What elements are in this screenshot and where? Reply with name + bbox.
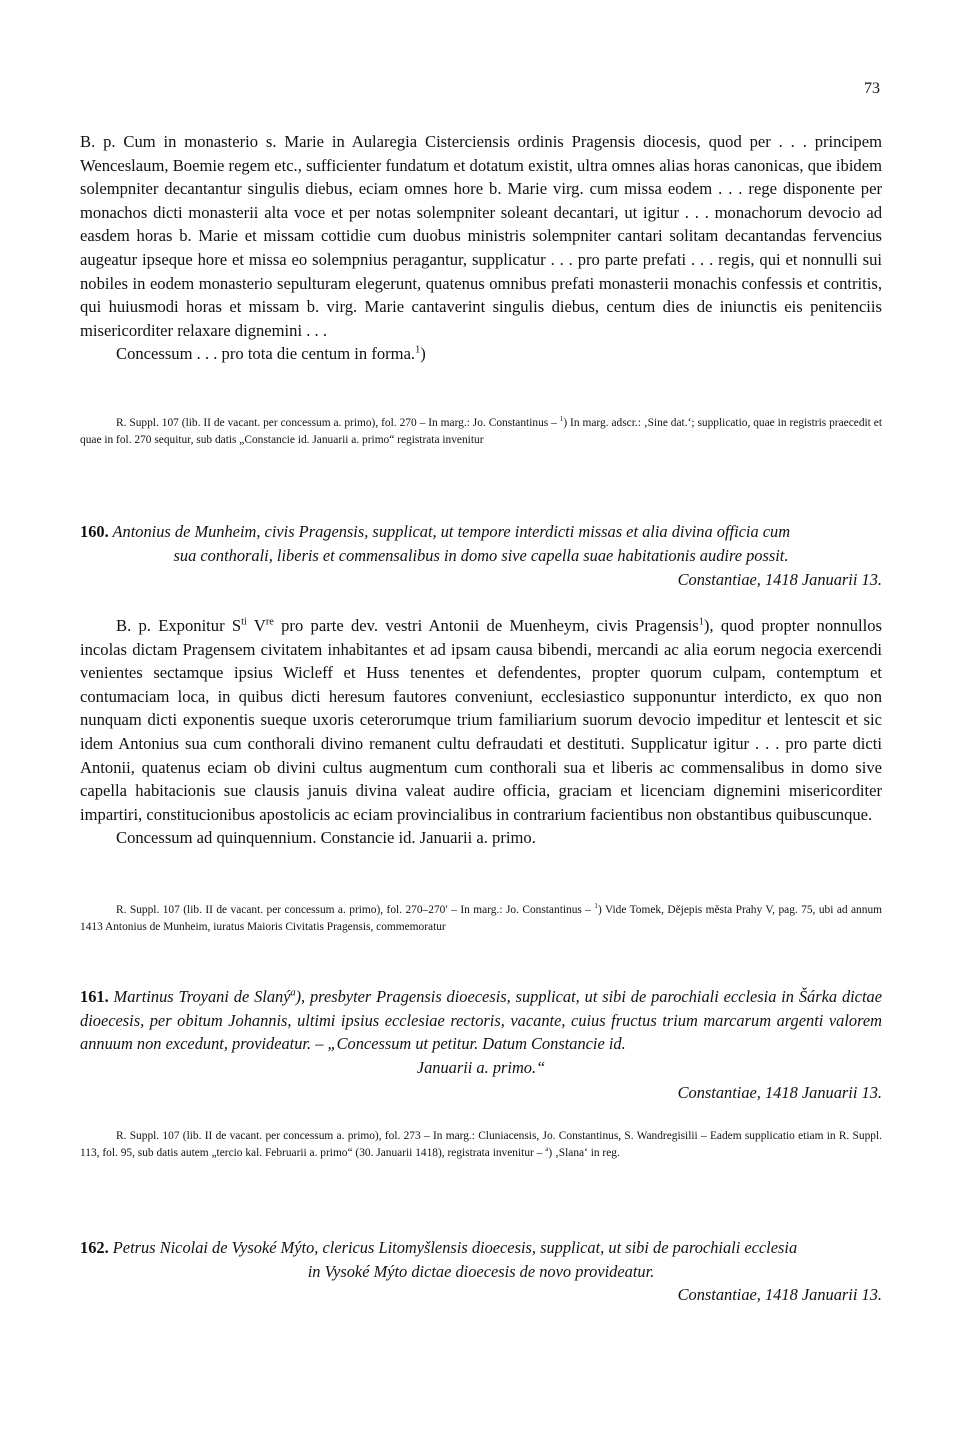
entry-number: 162. (80, 1238, 109, 1257)
entry-162-heading (80, 1236, 882, 1283)
entry-160-concessum: Concessum ad quinquennium. Constancie id. Januarii a. primo. (116, 828, 536, 848)
page-number: 73 (864, 80, 880, 97)
top-entry-paragraph: B. p. Cum in monasterio s. Marie in Aularegia Cisterciensis ordinis Pragensis diocesis, quod per . . . principem Wenceslaum, Boemie regem etc., sufficienter fundatum et dotatum existit, ultra omnes alias horas canonicas, que ibidem solempniter decantantur singulis diebus, eciam omnes hore b. Marie virg. cum missa eodem . . . rege disponente per monachos dicti monasterii alta voce et per notas solempniter soleant decantari, ut igitur . . . monachorum devocio ad easdem horas b. Marie et missam cottidie cum duobus ministris solempniter cantari solitam decantandas fervencius augeatur ipseque hore et missa eo solempnius peragantur, supplicatur . . . pro parte prefati . . . regis, qui et nonnulli sui nobiles in eodem monasterio sepulturam elegerunt, quatenus omnibus prefati monasterii monachis confessis et contritis, qui huiusmodi horas et missam b. virg. Marie cantaverint singulis diebus, centum dies de iniunctis eis penitenciis misericorditer relaxare dignemini . . . (80, 132, 882, 340)
entry-title-continued: Januarii a. primo.“ (416, 1057, 546, 1077)
entry-161-heading: 161. Martinus Troyani de Slaný$^a$), presbyter Pragensis dioecesis, supplicat, ut sibi de parochiali ecclesia in Šárka dictae dioecesis, per obitum Johannis, ultimi ipsius ecclesiae rectoris, vacante, cuius fructus trium marcarum argenti valorem annuum non excedunt, provideatur. – „Concessum ut petitur. Datum Constancie id. Januarii a. primo.“ (80, 985, 882, 1079)
entry-160-body: B. p. Exponitur $S^{ti}$ Vre pro parte dev. vestri Antonii de Muenheym, civis Pragensis$^1$), quod propter nonnullos incolas dictam Pragensem civitatem inhabitantes et ad ipsam causa bibendi, mercandi ac alia eorum negocia exercendi venientes sectamque ipsius Wicleff et Huss tenentes et defendentes, propter quorum culpam, contemptum et contumaciam loca, in quibus dicti heresum fautores conveniunt, ecclesiastico supponuntur interdicto, ex quo non nunquam dicti exponentis sueque uxoris ceterorumque trium familiarium suorum devocio impeditur et lentescit et sic idem Antonius sua cum conthorali divino remanent cultu defraudati et destituti. Supplicatur igitur . . . pro parte dicti Antonii, quatenus eciam ob divini cultus augmentum cum conthorali sua et liberis ac commensalibus in domo sive capella habitacionis sue clausis januis divina valeat audire officia, graciam et licenciam dignemini misericorditer impartiri, constitucionibus apostolicis ac eciam provincialibus in contrarium facientibus non obstantibus quibuscunque. Concessum ad quinquennium. Constancie id. Januarii a. primo. (80, 614, 882, 850)
entry-number: 161. (80, 987, 109, 1006)
entry-161-dateline: Constantiae, 1418 Januarii 13. (677, 1083, 882, 1102)
top-entry-footnote: R. Suppl. 107 (lib. II de vacant. per concessum a. primo), fol. 270 – In marg.: Jo. Constantinus – $^1$) In marg. adscr.: ‚Sine dat.‘; supplicatio, quae in registris praecedit et quae in fol. 270 sequitur, sub datis „Constancie id. Januarii a. primo“ registrata invenitur (80, 415, 883, 447)
entry-title: Petrus Nicolai de Vysoké Mýto, clericus Litomyšlensis dioecesis, supplicat, ut sibi de parochiali ecclesia (112, 1238, 798, 1257)
entry-161-footnote: R. Suppl. 107 (lib. II de vacant. per concessum a. primo), fol. 273 – In marg.: Cluniacensis, Jo. Constantinus, S. Wandregisilii – Eadem supplicatio etiam in R. Suppl. 113, fol. 95, sub datis autem „tercio kal. Februarii a. primo“ (30. Januarii 1418), registrata invenitur – $^a$) ‚Slana‘ in reg. (80, 1130, 882, 1160)
entry-number: 160. (80, 522, 109, 541)
entry-160-footnote: R. Suppl. 107 (lib. II de vacant. per concessum a. primo), fol. 270–270′ – In marg.: Jo. Constantinus – $^1$) Vide Tomek, Dějepis města Prahy V, pag. 75, ubi ad annum 1413 Antonius de Munheim, iuratus Maioris Civitatis Pragensis, commemoratur (80, 902, 882, 934)
entry-160-dateline: Constantiae, 1418 Januarii 13. (677, 570, 882, 589)
entry-160-heading (80, 520, 882, 567)
entry-title: Martinus Troyani de Slaný (113, 987, 291, 1006)
entry-title: Antonius de Munheim, civis Pragensis, supplicat, ut tempore interdicti missas et alia divina officia cum (112, 522, 791, 541)
entry-title-continued: sua conthorali, liberis et commensalibus in domo sive capella suae habitationis audire possit. (173, 545, 789, 565)
entry-162-dateline: Constantiae, 1418 Januarii 13. (677, 1285, 882, 1304)
entry-title-continued: in Vysoké Mýto dictae dioecesis de novo provideatur. (307, 1261, 655, 1281)
top-entry-body (80, 130, 882, 366)
top-entry-concessum: Concessum . . . pro tota die centum in forma.$^1$) (116, 344, 426, 364)
